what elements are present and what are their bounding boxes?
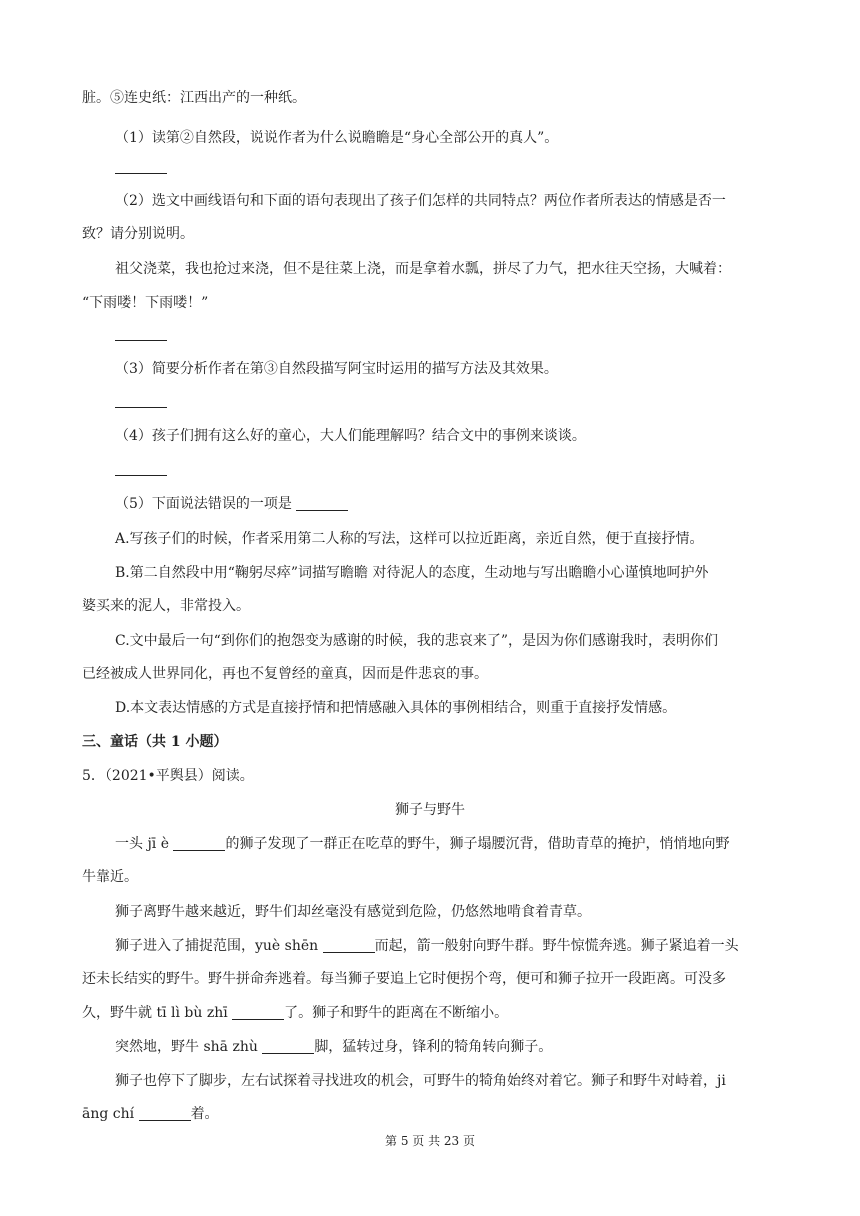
annotation-line: 脏。⑤连史纸：江西出产的一种纸。 [82,90,306,106]
option-d: D.本文表达情感的方式是直接抒情和把情感融入具体的事例相结合，则重于直接抒发情感。 [115,700,677,716]
story-text: 了。狮子和野牛的距离在不断缩小。 [284,1005,509,1021]
story-text: 久，野牛就 tī lì bù zhī [82,1005,233,1021]
story-text: 着。 [190,1106,219,1122]
story-text: 狮子进入了捕捉范围，yuè shēn [115,938,323,954]
page-footer: 第 5 页 共 23 页 [385,1134,475,1148]
section-heading: 三、童话（共 1 小题） [82,734,228,750]
story-text: āng chí [82,1106,139,1122]
story-text: 的狮子发现了一群正在吃草的野牛，狮子塌腰沉背，借助青草的掩护，悄悄地向野 [225,836,730,852]
fill-blank-5[interactable] [139,1106,191,1121]
question-1: （1）读第②自然段，说说作者为什么说瞻瞻是“身心全部公开的真人”。 [115,130,559,146]
story-title: 狮子与野牛 [395,802,465,818]
story-paragraph-3-line-1 [115,936,778,956]
story-paragraph-5-line-1: 狮子也停下了脚步，左右试探着寻找进攻的机会，可野牛的犄角始终对着它。狮子和野牛对峙着，ji [115,1073,726,1089]
story-text: 突然地，野牛 shā zhù [115,1039,263,1055]
story-text: 脚，猛转过身，锋利的犄角转向狮子。 [314,1039,553,1055]
answer-blank[interactable] [296,496,348,511]
story-text: 一头 jī è [115,836,174,852]
quote-paragraph-line-2: “下雨喽！下雨喽！” [82,295,209,311]
option-a: A.写孩子们的时候，作者采用第二人称的写法，这样可以拉近距离，亲近自然，便于直接抒情。 [115,531,704,547]
question-4: （4）孩子们拥有这么好的童心，大人们能理解吗？结合文中的事例来谈谈。 [115,428,586,444]
answer-line-1 [115,173,167,174]
question-5 [115,494,778,514]
story-paragraph-3-line-2: 还未长结实的野牛。野牛拼命奔逃着。每当狮子要追上它时便拐个弯，便可和狮子拉开一段距离。可没多 [82,971,726,987]
question-2-line-2: 致？请分别说明。 [82,226,194,242]
option-c-line-1: C.文中最后一句“到你们的抱怨变为感谢的时候，我的悲哀来了”，是因为你们感谢我时，表明你们 [115,633,718,649]
quote-paragraph-line-1: 祖父浇菜，我也抢过来浇，但不是往菜上浇，而是拿着水瓢，拼尽了力气，把水往天空扬，大喊着： [115,261,731,277]
fill-blank-3[interactable] [232,1005,284,1020]
story-paragraph-3-line-3 [82,1003,778,1023]
fill-blank-2[interactable] [323,938,375,953]
option-b-line-1: B.第二自然段中用“鞠躬尽瘁”词描写瞻瞻 对待泥人的态度，生动地与写出瞻瞻小心谨慎地呵护外 [115,565,709,581]
story-paragraph-1-line-1 [115,834,778,854]
question-5-text: （5）下面说法错误的一项是 [115,496,292,512]
option-c-line-2: 已经被成人世界同化，再也不复曾经的童真，因而是件悲哀的事。 [82,666,488,682]
question-2-line-1: （2）选文中画线语句和下面的语句表现出了孩子们怎样的共同特点？两位作者所表达的情感是否一 [115,193,726,209]
answer-line-2 [115,340,167,341]
answer-line-3 [115,407,167,408]
question-number: 5．（2021•平舆县）阅读。 [82,768,254,784]
fill-blank-1[interactable] [173,836,225,851]
option-b-line-2: 婆买来的泥人，非常投入。 [82,598,250,614]
fill-blank-4[interactable] [262,1039,314,1054]
story-paragraph-5-line-2 [82,1104,778,1124]
story-paragraph-2: 狮子离野牛越来越近，野牛们却丝毫没有感觉到危险，仍悠然地啃食着青草。 [115,904,591,920]
answer-line-4 [115,475,167,476]
question-3: （3）简要分析作者在第③自然段描写阿宝时运用的描写方法及其效果。 [115,361,558,377]
story-paragraph-1-line-2: 牛靠近。 [82,869,138,885]
story-text: 而起，箭一般射向野牛群。野牛惊慌奔逃。狮子紧追着一头 [374,938,739,954]
story-paragraph-4 [115,1037,778,1057]
